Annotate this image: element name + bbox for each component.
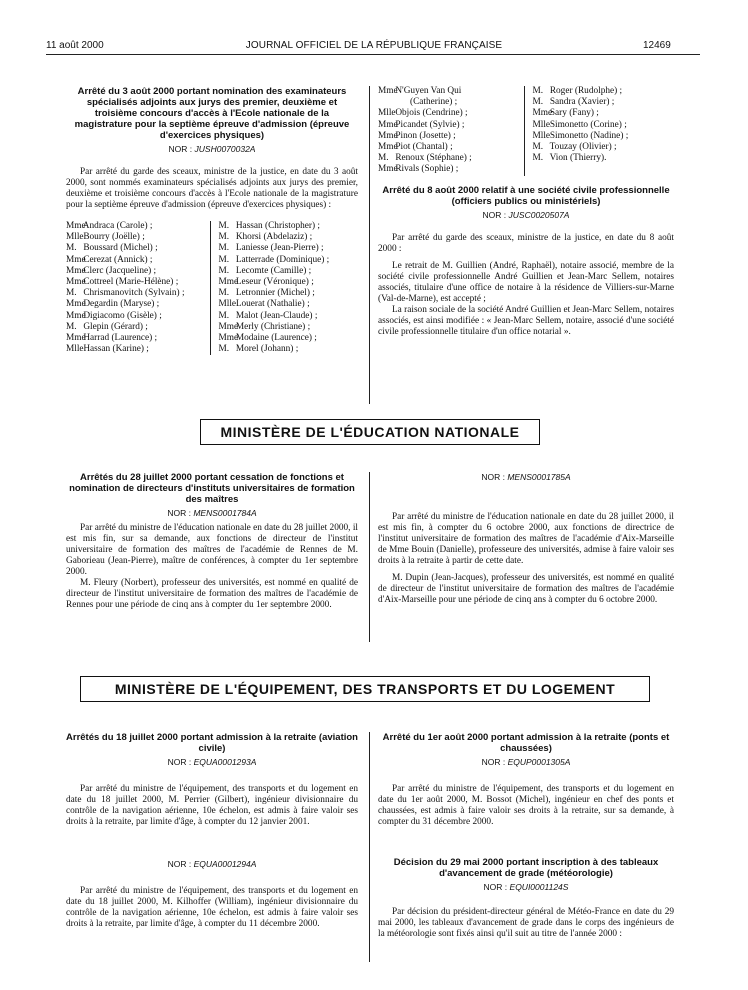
honorific: Mme: [66, 299, 86, 310]
name-list-item: [66, 288, 206, 299]
column-rule: [369, 86, 370, 404]
column-rule: [369, 732, 370, 962]
name-text: Lecomte (Camille) ;: [233, 265, 312, 276]
name-text: Andraca (Carole) ;: [81, 221, 153, 231]
name-text: Laniesse (Jean-Pierre) ;: [233, 243, 324, 254]
names-continuation: [378, 86, 674, 176]
article-paragraph: Par arrêté du garde des sceaux, ministre de la justice, en date du 8 août 2000 :: [378, 233, 674, 254]
name-text: Khorsi (Abdelaziz) ;: [233, 232, 313, 243]
ministry-heading: MINISTÈRE DE L'ÉDUCATION NATIONALE: [200, 419, 540, 445]
nor-line: [378, 210, 674, 221]
name-text: Degardin (Maryse) ;: [81, 299, 160, 310]
article-paragraph: Par arrêté du ministre de l'éducation nationale en date du 28 juillet 2000, il est mis fin, sur sa demande, aux fonctions de directeur de l'institut universitaire de formation des maîtres de l'académie de Rennes de M. Gaborieau (Jean-Pierre), maître de conférences, à compter du 1er septembre 2000.: [66, 523, 358, 577]
article-paragraph: Par arrêté du ministre de l'équipement, des transports et du logement en date du 18 juillet 2000, M. Kilhoffer (William), ingénieur divisionnaire du contrôle de la navigation aérienne, 10e échelon, est admis à faire valoir ses droits à la retraite, par limite d'âge, à compter du 11 décembre 2000.: [66, 886, 358, 929]
nor-label: NOR :: [167, 508, 191, 518]
name-text: Letronnier (Michel) ;: [233, 288, 315, 299]
nor-label: NOR :: [482, 210, 507, 220]
honorific: M.: [218, 221, 230, 231]
name-list-item: [378, 97, 520, 108]
nor-code: JUSH0070032A: [194, 144, 256, 154]
name-text: Clerc (Jacqueline) ;: [81, 265, 157, 276]
name-list-item: [66, 255, 206, 266]
honorific: M.: [218, 243, 230, 254]
name-text: Bourry (Joëlle) ;: [81, 232, 145, 243]
honorific: Mme: [378, 119, 398, 130]
name-list-item: [219, 255, 359, 266]
honorific: Mme: [218, 333, 239, 344]
names-column-4: [533, 86, 675, 176]
article-examinateurs: [66, 86, 358, 355]
column-divider: [524, 86, 525, 176]
name-list-item: [219, 311, 359, 322]
nor-line: [378, 882, 674, 893]
journal-title: JOURNAL OFFICIEL DE LA RÉPUBLIQUE FRANÇAISE: [245, 40, 503, 51]
name-list-item: [66, 344, 206, 355]
name-text: Merly (Christiane) ;: [233, 321, 311, 332]
name-text: Leseur (Véronique) ;: [233, 277, 314, 288]
nor-line: [66, 508, 358, 519]
honorific: M.: [532, 97, 544, 108]
honorific: Mme: [218, 277, 239, 288]
name-text: Morel (Johann) ;: [233, 344, 299, 355]
name-list-item: [533, 142, 675, 153]
name-text: Picandet (Sylvie) ;: [393, 119, 465, 130]
name-list-item: [66, 243, 206, 254]
nor-code: MENS0001784A: [193, 508, 257, 518]
nor-code: EQUA0001293A: [193, 757, 257, 767]
name-list-item: [219, 299, 359, 310]
honorific: Mme: [66, 265, 86, 276]
name-list-item: [219, 288, 359, 299]
name-text: Roger (Rudolphe) ;: [547, 86, 623, 96]
article-title: Décision du 29 mai 2000 portant inscription à des tableaux d'avancement de grade (météorologie): [393, 857, 659, 879]
nor-code: JUSC0020507A: [508, 210, 570, 220]
name-text: Louerat (Nathalie) ;: [233, 299, 310, 310]
name-list-item: [66, 232, 206, 243]
name-text: Sary (Fany) ;: [547, 108, 599, 119]
honorific: M.: [66, 288, 77, 299]
name-text: Chrismanovitch (Sylvain) ;: [81, 288, 185, 299]
honorific: Mme: [66, 333, 86, 344]
name-text: Touzay (Olivier) ;: [547, 142, 617, 153]
honorific: M.: [66, 243, 77, 254]
article-paragraph: Par décision du président-directeur général de Météo-France en date du 29 mai 2000, les tableaux d'avancement de grade dans le corps des ingénieurs de la météorologie sont fixés ainsi qu'il suit au titre de l'année 2000 :: [378, 907, 674, 939]
name-list-item: [378, 164, 520, 175]
names-column-3: [378, 86, 520, 176]
name-text: Sandra (Xavier) ;: [547, 97, 615, 108]
article-title: Arrêtés du 18 juillet 2000 portant admission à la retraite (aviation civile): [66, 732, 358, 754]
honorific: Mme: [66, 254, 86, 265]
article-paragraph: Par arrêté du ministre de l'équipement, des transports et du logement en date du 18 juillet 2000, M. Perrier (Gilbert), ingénieur divisionnaire du contrôle de la navigation aérienne, 10e échelon, est admis à faire valoir ses droits à la retraite, par limite d'âge, à compter du 12 janvier 2001.: [66, 784, 358, 827]
name-list-item: [378, 120, 520, 131]
honorific: M.: [218, 344, 230, 355]
name-text: Objois (Cendrine) ;: [393, 108, 468, 119]
name-list-item: [66, 333, 206, 344]
name-list-item: [66, 277, 206, 288]
article-title: Arrêtés du 28 juillet 2000 portant cessation de fonctions et nomination de directeurs d'instituts universitaires de formation des maîtres: [69, 472, 355, 505]
honorific: Mlle: [378, 108, 396, 119]
honorific: Mme: [378, 142, 398, 153]
honorific: Mme: [218, 321, 239, 332]
honorific: M.: [218, 288, 230, 299]
honorific: Mme: [532, 108, 553, 119]
article-title: Arrêté du 3 août 2000 portant nomination des examinateurs spécialisés adjoints aux jurys des premier, deuxième et troisième concours d'accès à l'Ecole nationale de la magistrature pour la septième épreuve d'admission (épreuve d'exercices physiques): [74, 86, 350, 141]
nor-line: [66, 757, 358, 768]
nor-label: NOR :: [481, 757, 506, 767]
article-paragraph: Par arrêté du ministre de l'éducation nationale en date du 28 juillet 2000, il est mis fin, à compter du 6 octobre 2000, aux fonctions de directrice de l'institut universitaire de formation des maîtres de l'académie d'Aix-Marseille de Mme Bouin (Danielle), professeure des universités, admise à faire valoir ses droits à la retraite à partir de cette date.: [378, 512, 674, 566]
honorific: Mme: [66, 277, 86, 288]
header-date: 11 août 2000: [46, 40, 104, 51]
article-scp: [378, 185, 674, 338]
name-list-item: [533, 86, 675, 97]
honorific: Mlle: [218, 299, 237, 310]
name-text: Cerezat (Annick) ;: [81, 254, 153, 265]
article-paragraph: Par arrêté du ministre de l'équipement, des transports et du logement en date du 1er août 2000, M. Bossot (Michel), ingénieur en chef des ponts et chaussées, est admis à faire valoir ses droits à la retraite, sur sa demande, à compter du 31 décembre 2000.: [378, 784, 674, 827]
honorific: Mlle: [532, 130, 551, 141]
honorific: M.: [532, 153, 544, 164]
name-text: Simonetto (Corine) ;: [547, 119, 627, 130]
nor-line: [378, 472, 674, 483]
nor-line: [378, 757, 674, 768]
name-text: Rivals (Sophie) ;: [393, 164, 459, 175]
name-list-item: [533, 131, 675, 142]
article-paragraph: Par arrêté du garde des sceaux, ministre de la justice, en date du 3 août 2000, sont nommés examinateurs spécialisés adjoints aux jurys des premier, deuxième et troisième concours d'accès à l'Ecole nationale de la magistrature pour la septième épreuve d'admission (épreuve d'exercices physiques) :: [66, 167, 358, 210]
article-meteorologie: [378, 857, 674, 940]
nor-code: EQUA0001294A: [193, 859, 257, 869]
name-text: Vion (Thierry).: [547, 153, 607, 164]
nor-label: NOR :: [167, 757, 192, 767]
column-rule: [369, 472, 370, 642]
name-list-item: [219, 232, 359, 243]
name-text: (Catherine) ;: [410, 97, 458, 108]
honorific: M.: [66, 321, 77, 332]
header-rule: [46, 54, 700, 55]
name-list-item: [378, 108, 520, 119]
name-text: Boussard (Michel) ;: [81, 243, 158, 254]
name-list-item: [378, 142, 520, 153]
article-title: Arrêté du 1er août 2000 portant admission à la retraite (ponts et chaussées): [382, 732, 670, 754]
name-text: Hassan (Karine) ;: [81, 344, 149, 355]
name-text: Digiacomo (Gisèle) ;: [81, 310, 162, 321]
article-paragraph: La raison sociale de la société André Guillien et Jean-Marc Sellem, notaires associés, est ainsi modifiée : « Jean-Marc Sellem, notaire, associé d'une société civile professionnelle titulaire d'un office notarial ».: [378, 305, 674, 337]
column-divider: [210, 221, 211, 355]
name-text: Piot (Chantal) ;: [393, 142, 453, 153]
article-paragraph: M. Fleury (Norbert), professeur des universités, est nommé en qualité de directeur de l'institut universitaire de formation des maîtres de l'académie de Rennes pour une période de cinq ans à compter du 1er septembre 2000.: [66, 578, 358, 610]
name-text: Malot (Jean-Claude) ;: [233, 310, 318, 321]
name-list-item: [533, 153, 675, 164]
nor-code: MENS0001785A: [507, 472, 571, 482]
name-list-item: [66, 322, 206, 333]
names-block: [66, 221, 358, 355]
name-list-item: [378, 131, 520, 142]
nor-line: [66, 859, 358, 870]
article-paragraph: Le retrait de M. Guillien (André, Raphaël), notaire associé, membre de la société civile professionnelle André Guillien et Jean-Marc Sellem, notaires associés, titulaire d'une office de notaire à la résidence de Villiers-sur-Marne (Val-de-Marne), est accepté ;: [378, 261, 674, 304]
name-text: Pinon (Josette) ;: [393, 130, 456, 141]
name-text: Cottreel (Marie-Hélène) ;: [81, 277, 179, 288]
honorific: M.: [532, 142, 544, 153]
page-number: 12469: [643, 40, 671, 51]
honorific: Mlle: [66, 344, 84, 355]
honorific: M.: [532, 86, 544, 96]
honorific: Mme: [378, 164, 398, 175]
article-ponts-chaussees: [378, 732, 674, 828]
nor-line: [66, 144, 358, 155]
name-text: Latterrade (Dominique) ;: [233, 254, 330, 265]
name-list-item: [378, 86, 520, 97]
article-title: Arrêté du 8 août 2000 relatif à une société civile professionnelle (officiers publics ou ministériels): [382, 185, 670, 207]
name-list-item: [66, 299, 206, 310]
nor-label: NOR :: [481, 472, 505, 482]
name-list-item: [219, 344, 359, 355]
name-list-item: [378, 153, 520, 164]
honorific: Mme: [66, 310, 86, 321]
name-list-item: [533, 108, 675, 119]
honorific: Mme: [66, 221, 86, 231]
article-paragraph: M. Dupin (Jean-Jacques), professeur des universités, est nommé en qualité de directeur de l'institut universitaire de formation des maîtres de l'académie d'Aix-Marseille pour une période de cinq ans à compter du 6 octobre 2000.: [378, 573, 674, 605]
honorific: M.: [218, 310, 230, 321]
honorific: Mlle: [532, 119, 551, 130]
name-list-item: [219, 266, 359, 277]
name-text: Glepin (Gérard) ;: [81, 321, 148, 332]
name-text: Hassan (Christopher) ;: [233, 221, 320, 231]
honorific: M.: [218, 265, 230, 276]
article-education-aix: [378, 472, 674, 606]
ministry-heading: MINISTÈRE DE L'ÉQUIPEMENT, DES TRANSPORTS ET DU LOGEMENT: [80, 676, 650, 702]
name-list-item: [219, 333, 359, 344]
name-list-item: [219, 322, 359, 333]
name-list-item: [66, 266, 206, 277]
name-text: Harrad (Laurence) ;: [81, 333, 158, 344]
name-text: Simonetto (Nadine) ;: [547, 130, 629, 141]
name-list-item: [66, 311, 206, 322]
nor-label: NOR :: [167, 859, 192, 869]
honorific: M.: [378, 153, 389, 164]
article-education-rennes: [66, 472, 358, 611]
name-text: Renoux (Stéphane) ;: [393, 153, 472, 164]
honorific: M.: [218, 232, 230, 243]
name-list-item: [533, 120, 675, 131]
honorific: Mme: [378, 130, 398, 141]
name-list-item: [533, 97, 675, 108]
name-text: Modaine (Laurence) ;: [233, 333, 317, 344]
name-list-item: [66, 221, 206, 232]
honorific: M.: [218, 254, 230, 265]
name-text: N'Guyen Van Qui: [393, 86, 462, 96]
names-column-1: [66, 221, 206, 355]
name-list-item: [219, 221, 359, 232]
nor-label: NOR :: [483, 882, 508, 892]
name-list-item: [219, 243, 359, 254]
honorific: Mme: [378, 86, 398, 96]
nor-label: NOR :: [168, 144, 193, 154]
names-column-2: [219, 221, 359, 355]
honorific: Mlle: [66, 232, 84, 243]
nor-code: EQUP0001305A: [507, 757, 571, 767]
article-aviation-civile: [66, 732, 358, 930]
name-list-item: [219, 277, 359, 288]
nor-code: EQUI0001124S: [509, 882, 569, 892]
